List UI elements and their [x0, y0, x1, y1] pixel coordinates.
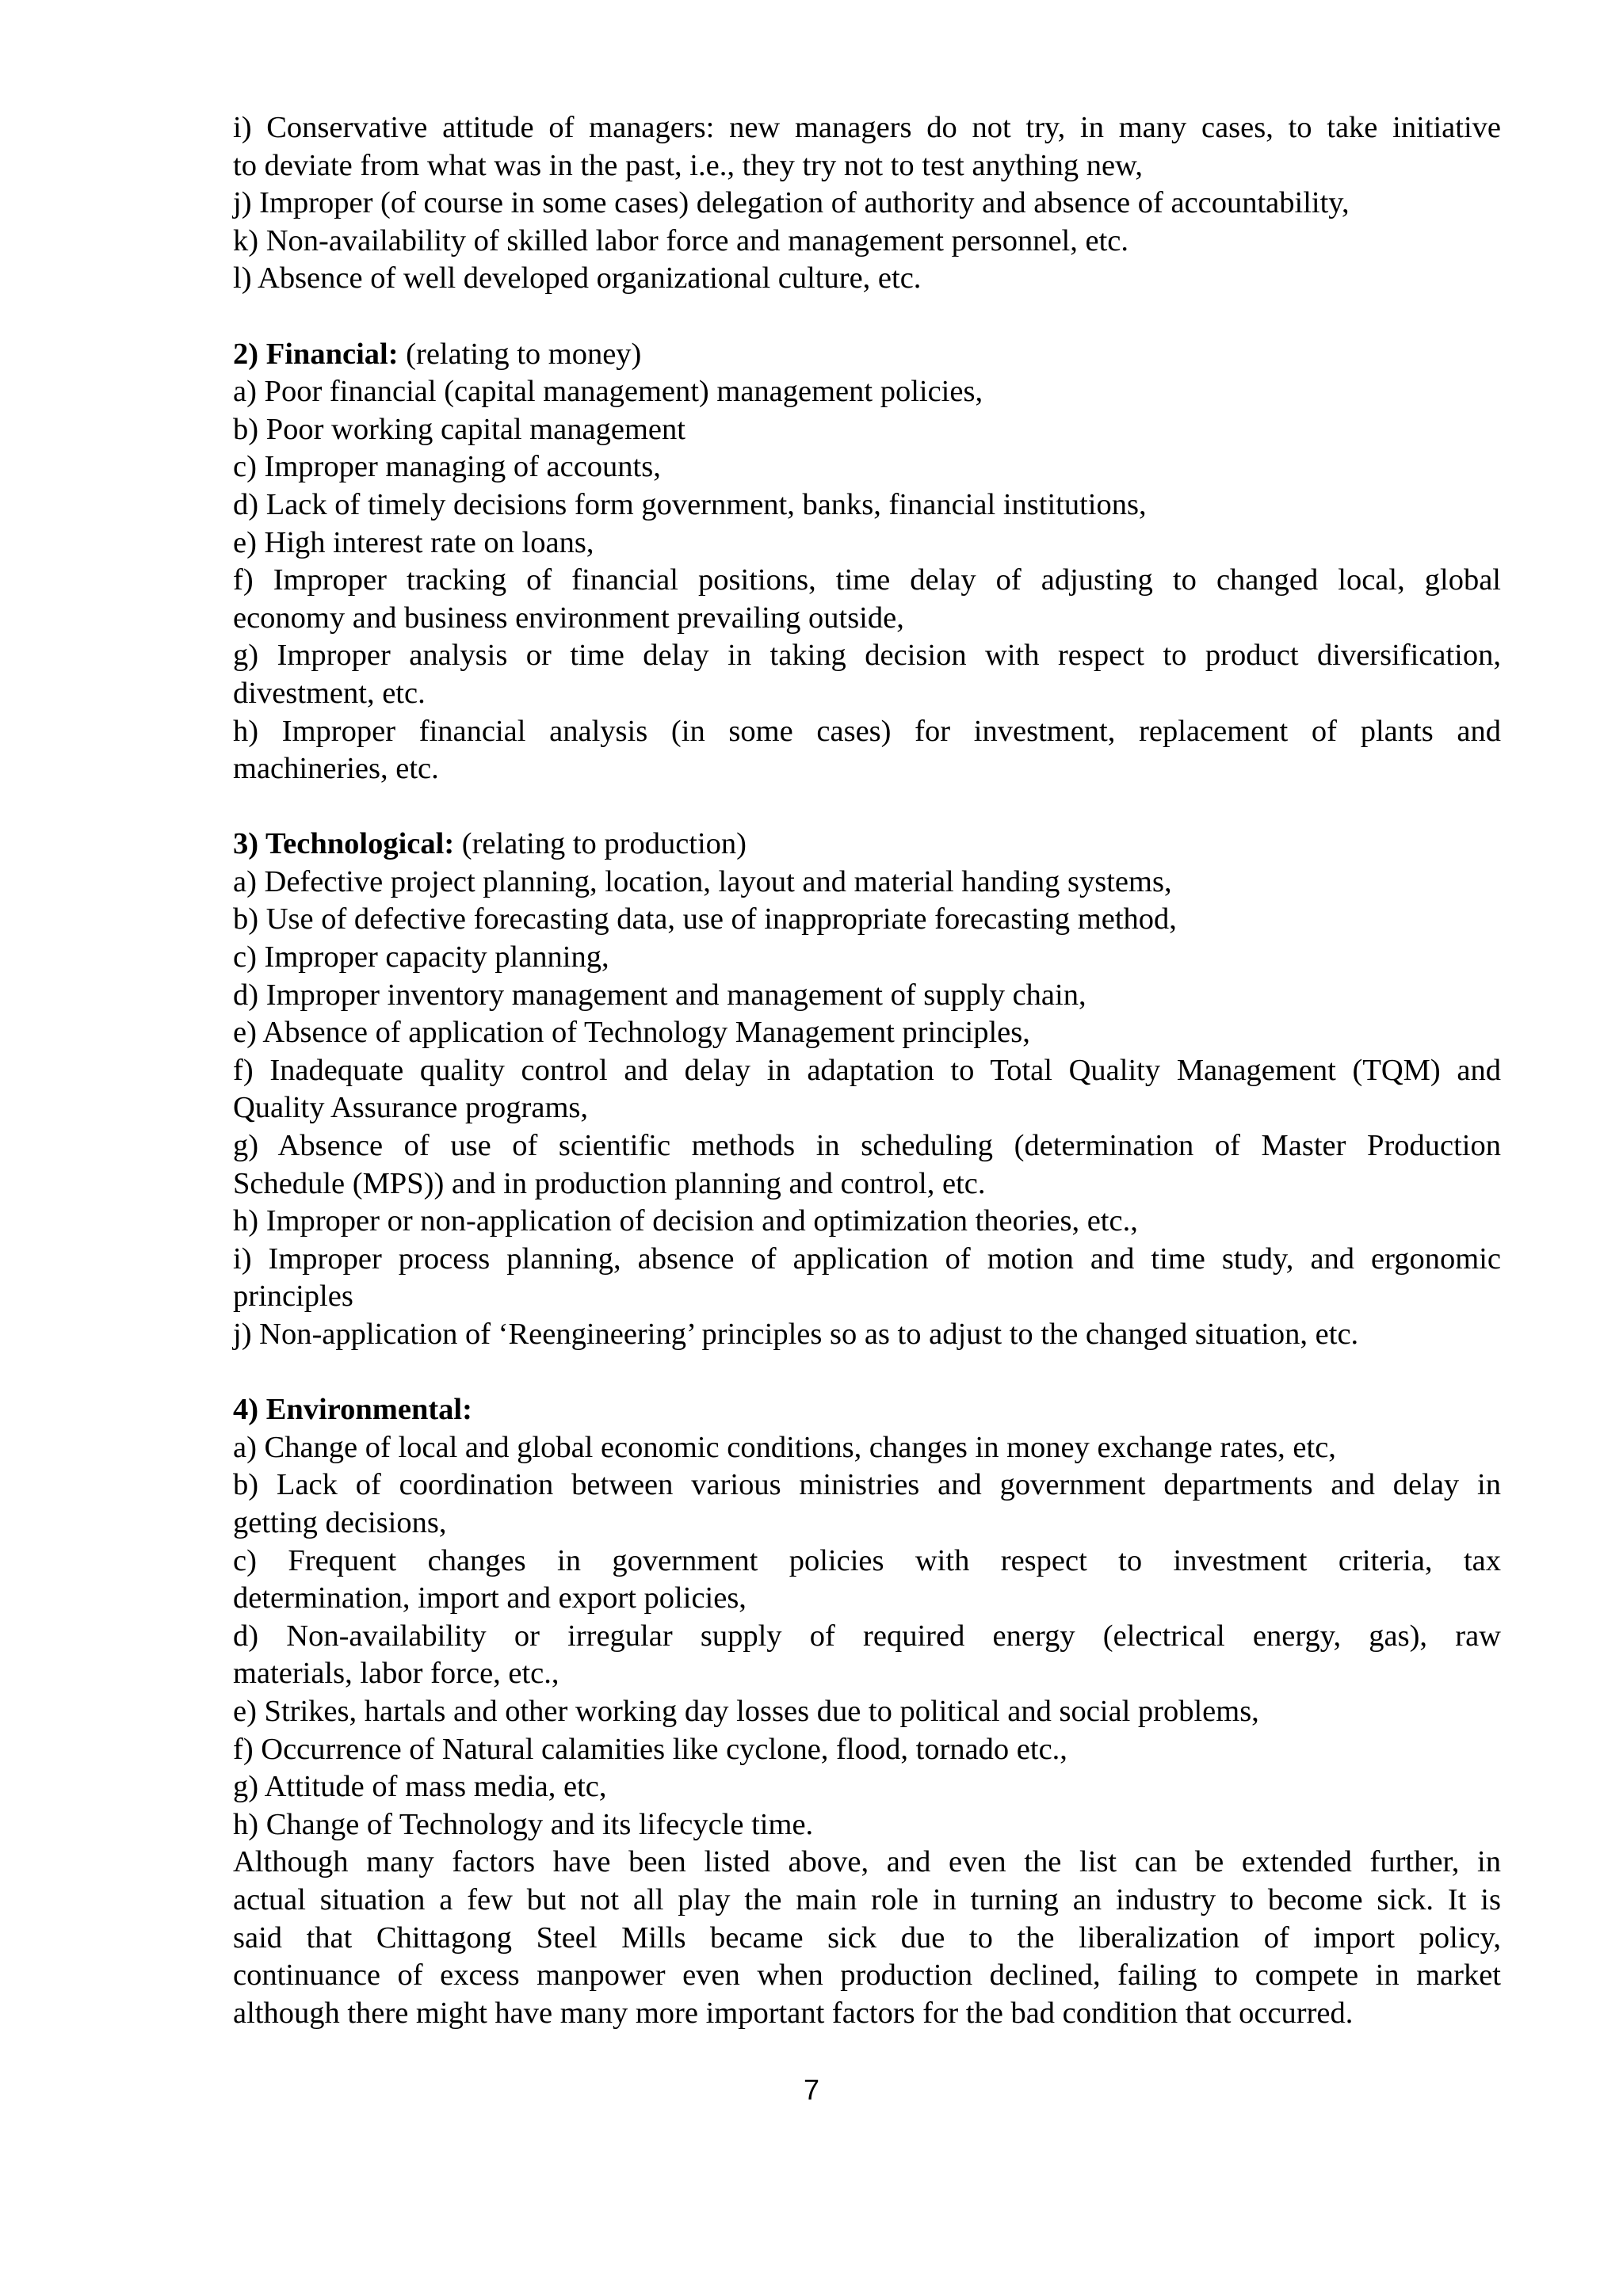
list-item-g-line-2: Schedule (MPS)) and in production planning and control, etc. — [233, 1166, 986, 1200]
list-item-a: a) Defective project planning, location, layout and material handing systems, — [233, 864, 1172, 898]
section-heading — [233, 1391, 1501, 1429]
list-item-g-line-1: g) Absence of use of scientific methods in scheduling (determination of Master Production — [233, 1129, 1501, 1163]
list-item-f-line-2: Quality Assurance programs, — [233, 1091, 588, 1125]
list-item-h-line-1: h) Improper financial analysis (in some cases) for investment, replacement of plants and — [233, 714, 1501, 748]
section-spacer — [233, 1354, 1501, 1392]
list-item-g: g) Attitude of mass media, etc, — [233, 1770, 607, 1804]
list-item-f-line-1: f) Improper tracking of financial positions, time delay of adjusting to changed local, global — [233, 563, 1501, 597]
list-item-a: a) Poor financial (capital management) management policies, — [233, 375, 983, 409]
section-environmental — [233, 1391, 1501, 1844]
list-item-e: e) Strikes, hartals and other working day losses due to political and social problems, — [233, 1694, 1259, 1728]
list-item-f-line-2: economy and business environment prevailing outside, — [233, 601, 904, 635]
list-item-c: c) Improper managing of accounts, — [233, 450, 661, 484]
list-item-c-line-2: determination, import and export policies, — [233, 1581, 747, 1615]
list-item-k: k) Non-availability of skilled labor force and management personnel, etc. — [233, 223, 1128, 257]
list-item-f-line-1: f) Inadequate quality control and delay in adaptation to Total Quality Management (TQM) and — [233, 1053, 1501, 1087]
list-item-i-line-1: i) Improper process planning, absence of application of motion and time study, and ergonomic — [233, 1241, 1501, 1276]
section-spacer — [233, 788, 1501, 826]
section-spacer — [233, 298, 1501, 336]
section-financial — [233, 336, 1501, 788]
list-item-i-line-2: principles — [233, 1280, 353, 1314]
page-number: 7 — [803, 2073, 820, 2106]
list-item-b: b) Use of defective forecasting data, use of inappropriate forecasting method, — [233, 902, 1177, 936]
section-heading — [233, 336, 1501, 374]
list-item-e: e) High interest rate on loans, — [233, 525, 594, 559]
list-item-e: e) Absence of application of Technology Management principles, — [233, 1016, 1030, 1050]
list-item-g-line-1: g) Improper analysis or time delay in taking decision with respect to product diversification, — [233, 639, 1501, 673]
list-item-d-line-1: d) Non-availability or irregular supply of required energy (electrical energy, gas), raw — [233, 1619, 1501, 1653]
list-item-j: j) Improper (of course in some cases) delegation of authority and absence of accountability, — [233, 186, 1350, 220]
list-item-d: d) Lack of timely decisions form government, banks, financial institutions, — [233, 487, 1147, 521]
list-item-b-line-2: getting decisions, — [233, 1505, 447, 1539]
list-item-h: h) Improper or non-application of decision and optimization theories, etc., — [233, 1204, 1138, 1238]
heading-note: (relating to money) — [398, 337, 642, 371]
list-item-c-line-1: c) Frequent changes in government policies with respect to investment criteria, tax — [233, 1543, 1501, 1577]
heading-note: (relating to production) — [454, 827, 747, 861]
list-item-l: l) Absence of well developed organizational culture, etc. — [233, 261, 922, 296]
paragraph-line-4: continuance of excess manpower even when production declined, failing to compete in market — [233, 1958, 1501, 1993]
intro-list — [233, 109, 1501, 298]
conclusion-paragraph — [233, 1844, 1501, 2032]
list-item-h: h) Change of Technology and its lifecycle time. — [233, 1807, 814, 1841]
list-item-i-line-2: to deviate from what was in the past, i.e., they try not to test anything new, — [233, 148, 1143, 182]
paragraph-line-5: although there might have many more important factors for the bad condition that occurred. — [233, 1996, 1354, 2030]
list-item-b-line-1: b) Lack of coordination between various ministries and government departments and delay in — [233, 1468, 1501, 1502]
paragraph-line-2: actual situation a few but not all play the main role in turning an industry to become sick. It is — [233, 1882, 1501, 1917]
section-technological — [233, 826, 1501, 1353]
heading-label: 2) Financial: — [233, 337, 399, 371]
document-page — [233, 109, 1501, 2032]
list-item-c: c) Improper capacity planning, — [233, 940, 609, 974]
section-heading — [233, 826, 1501, 864]
list-item-b: b) Poor working capital management — [233, 412, 685, 446]
list-item-f: f) Occurrence of Natural calamities like cyclone, flood, tornado etc., — [233, 1732, 1067, 1766]
paragraph-line-3: said that Chittagong Steel Mills became sick due to the liberalization of import policy, — [233, 1920, 1501, 1955]
list-item-a: a) Change of local and global economic conditions, changes in money exchange rates, etc, — [233, 1430, 1336, 1464]
list-item-j: j) Non-application of ‘Reengineering’ principles so as to adjust to the changed situation, etc. — [233, 1318, 1359, 1351]
list-item-d: d) Improper inventory management and management of supply chain, — [233, 978, 1086, 1012]
list-item-g-line-2: divestment, etc. — [233, 676, 426, 710]
list-item-h-line-2: machineries, etc. — [233, 752, 439, 786]
paragraph-line-1: Although many factors have been listed above, and even the list can be extended further, in — [233, 1845, 1501, 1879]
list-item-i-line-1: i) Conservative attitude of managers: new managers do not try, in many cases, to take initiative — [233, 111, 1501, 144]
heading-label: 4) Environmental: — [233, 1393, 472, 1427]
list-item-d-line-2: materials, labor force, etc., — [233, 1657, 559, 1691]
heading-label: 3) Technological: — [233, 827, 455, 861]
